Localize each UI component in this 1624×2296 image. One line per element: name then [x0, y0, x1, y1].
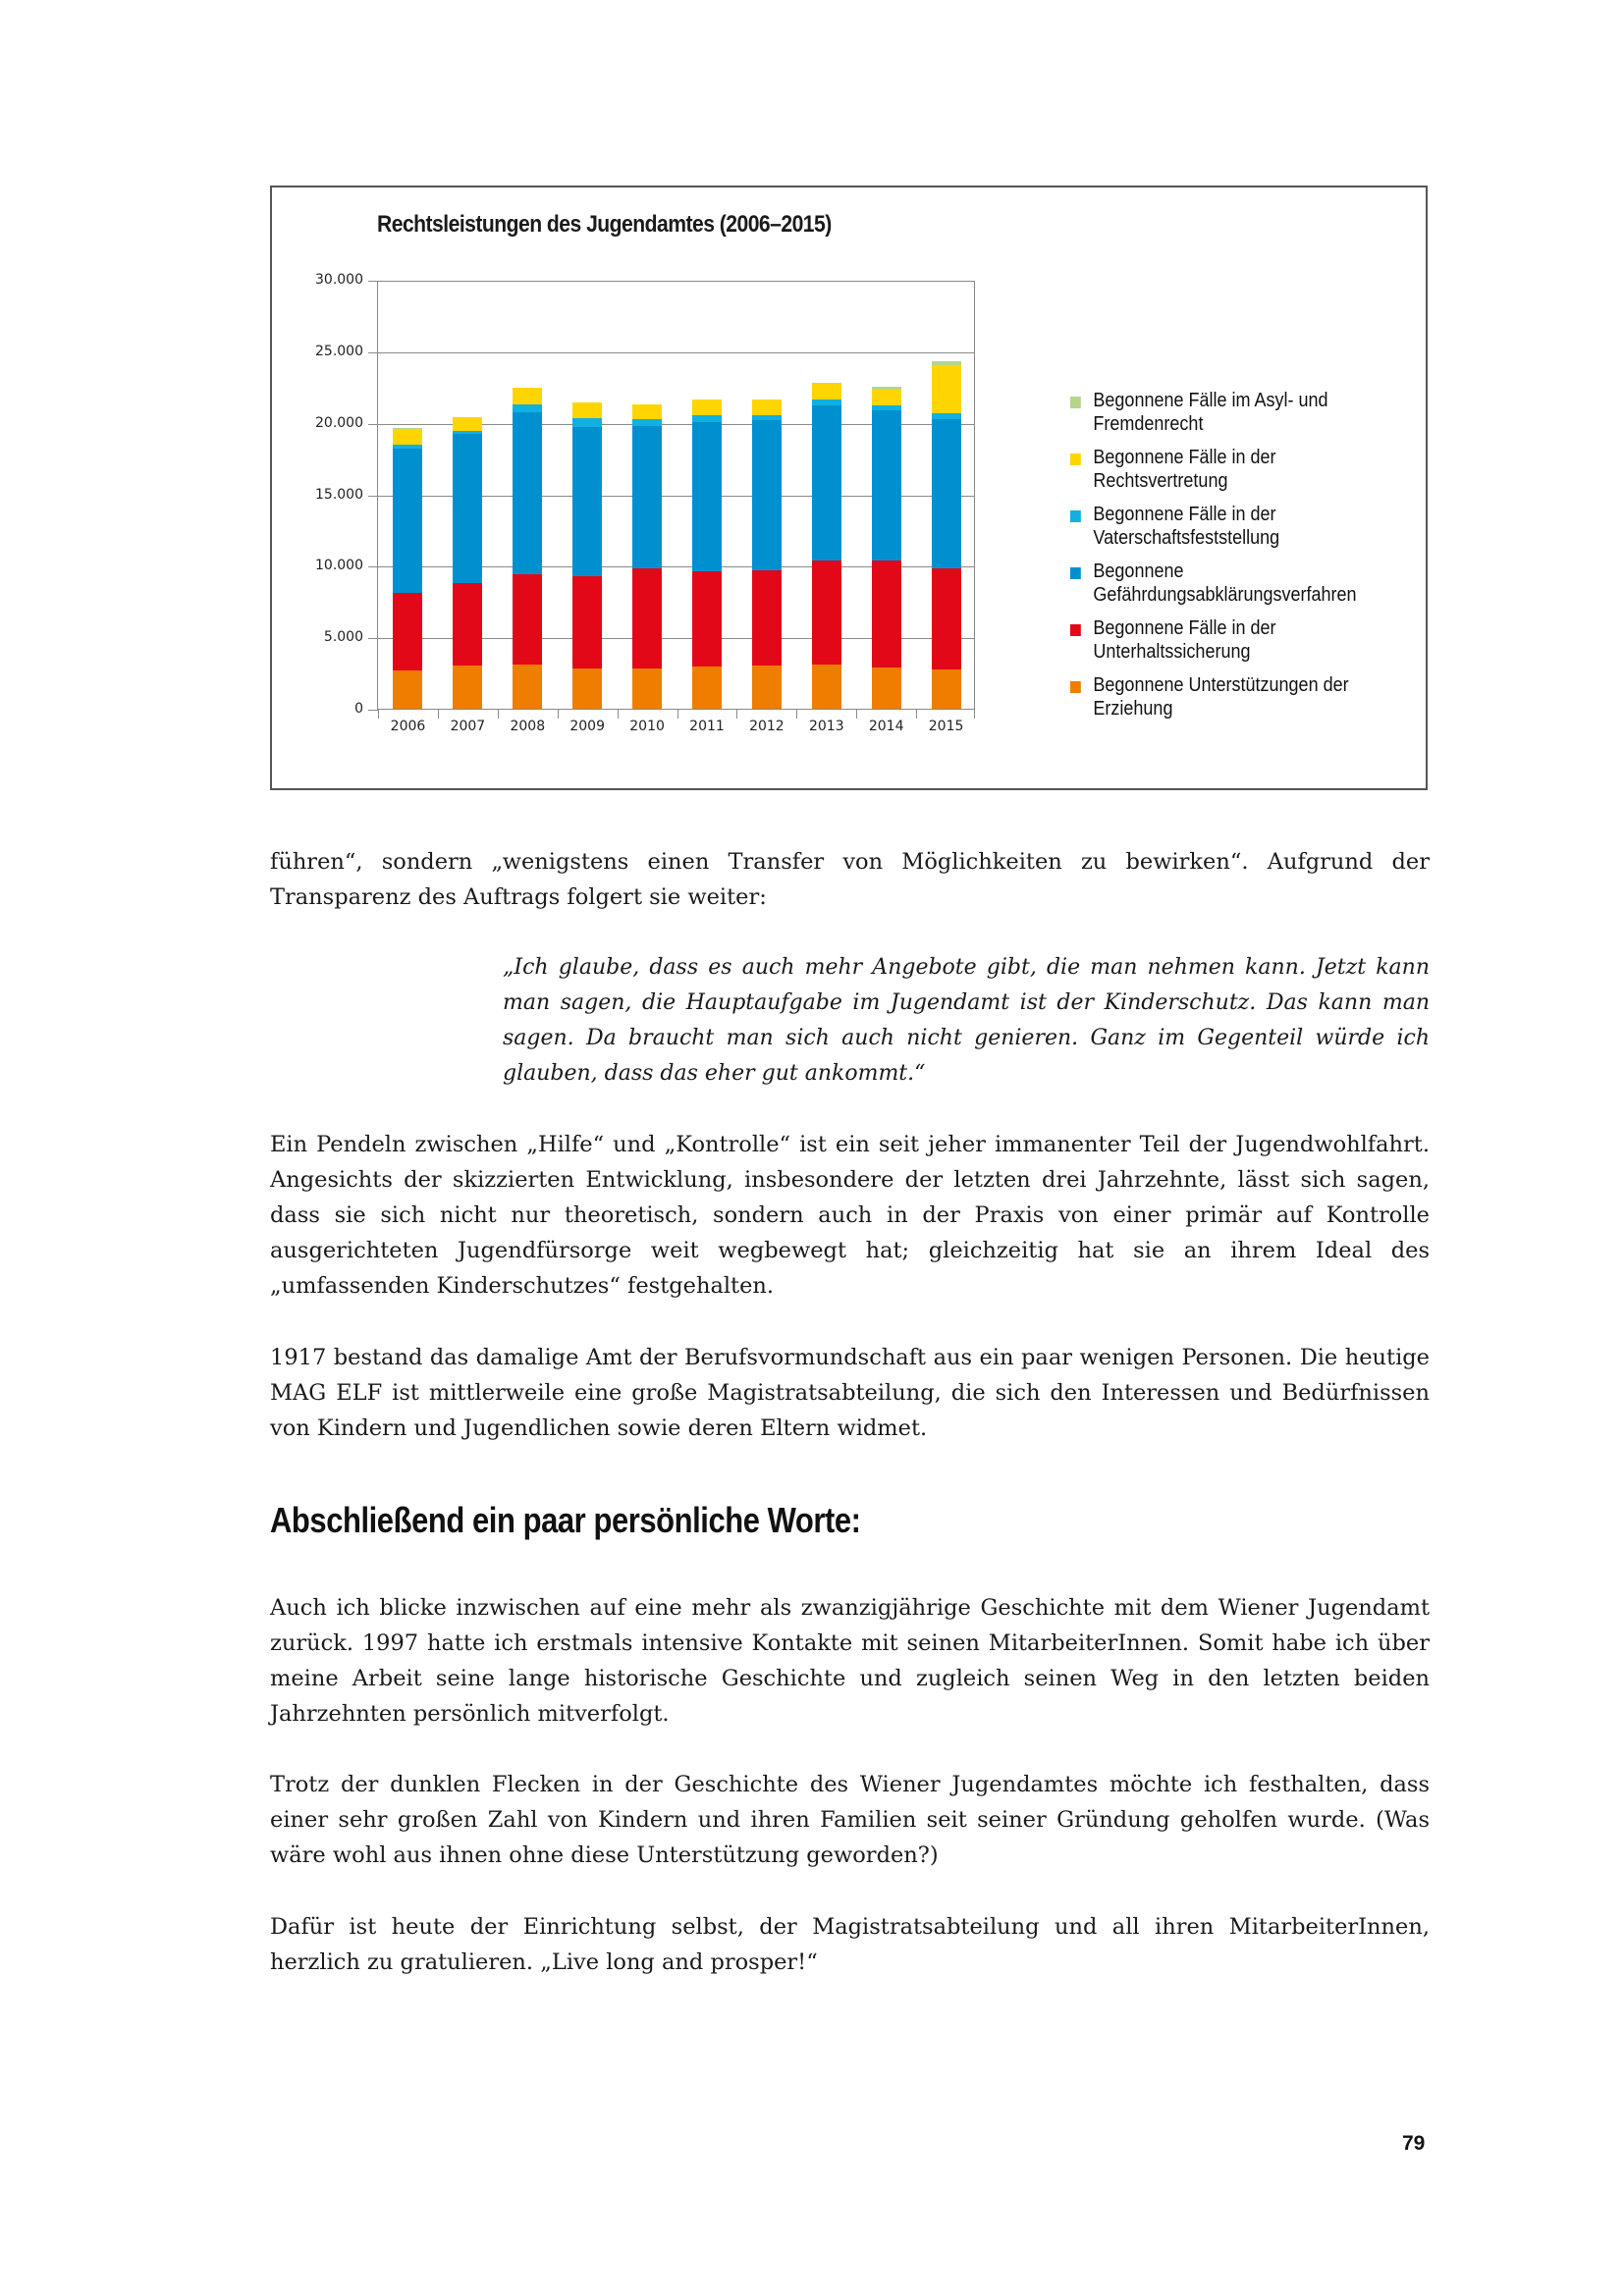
paragraph-text: führen“, sondern „wenigstens einen Transfer von Möglichkeiten zu bewirken“. Aufgrund der Transparenz des Auftrags folgert sie weiter:: [270, 849, 1430, 910]
legend-swatch-icon: [1070, 397, 1081, 408]
paragraph-text: Trotz der dunklen Flecken in der Geschichte des Wiener Jugendamtes möchte ich festhalten, dass einer sehr großen Zahl von Kindern und ihren Familien seit seiner Gründung geholfen wurde. (Was wäre wohl aus ihnen ohne diese Unterstützung geworden?): [270, 1772, 1430, 1868]
legend-label: Erziehung: [1093, 698, 1173, 720]
legend-label: Begonnene Fälle in der: [1093, 617, 1276, 639]
bar-segment: [393, 670, 422, 709]
legend-label: Begonnene Unterstützungen der: [1093, 674, 1349, 696]
legend-label: Gefährdungsabklärungsverfahren: [1093, 584, 1357, 606]
bar-segment: [932, 669, 961, 709]
bar-segment: [812, 405, 841, 560]
bar-segment: [513, 388, 542, 404]
bar-2006: [393, 428, 422, 709]
paragraph-gratulation: [270, 1909, 1430, 1980]
paragraph-1917: [270, 1340, 1430, 1446]
bar-2012: [752, 400, 782, 709]
legend-swatch-icon: [1070, 681, 1081, 693]
bar-segment: [393, 429, 422, 446]
bar-segment: [872, 405, 901, 410]
legend-swatch-icon: [1070, 454, 1081, 465]
section-heading: Abschließend ein paar persönliche Worte:: [270, 1500, 861, 1540]
paragraph-text: Dafür ist heute der Einrichtung selbst, der Magistratsabteilung und all ihren MitarbeiterInnen, herzlich zu gratulieren. „Live long and prosper!“: [270, 1914, 1430, 1975]
bar-segment: [872, 387, 901, 390]
y-tick-label: 20.000: [315, 414, 363, 431]
bar-segment: [632, 419, 662, 426]
x-tick: [498, 709, 499, 719]
y-tick: [368, 352, 378, 353]
bar-2009: [572, 402, 602, 709]
bar-segment: [453, 417, 482, 432]
y-tick: [368, 566, 378, 567]
bar-segment: [812, 561, 841, 665]
bar-2011: [692, 400, 722, 709]
x-tick-label: 2011: [689, 719, 725, 734]
page-number: 79: [1402, 2132, 1426, 2155]
x-tick-label: 2012: [749, 719, 785, 734]
x-tick-label: 2013: [808, 719, 844, 734]
bar-segment: [393, 445, 422, 449]
bar-segment: [812, 665, 841, 709]
bar-segment: [632, 404, 662, 419]
y-tick: [368, 424, 378, 425]
bar-segment: [453, 583, 482, 666]
legend-item: [1070, 389, 1393, 436]
legend-item: [1070, 503, 1393, 550]
y-tick-label: 15.000: [315, 486, 363, 503]
bar-segment: [572, 668, 602, 709]
bar-segment: [453, 666, 482, 709]
bar-segment: [572, 427, 602, 575]
bar-segment: [932, 413, 961, 419]
x-tick-label: 2006: [390, 719, 426, 734]
bar-segment: [572, 402, 602, 418]
paragraph-personal: [270, 1590, 1430, 1732]
x-tick: [796, 709, 797, 719]
legend-item: [1070, 616, 1393, 664]
bar-segment: [692, 415, 722, 422]
bar-segment: [513, 574, 542, 665]
y-tick-label: 25.000: [315, 343, 363, 359]
bar-2014: [872, 387, 901, 709]
legend-item: [1070, 560, 1393, 607]
bar-segment: [632, 426, 662, 568]
bar-2010: [632, 404, 662, 709]
paragraph-pendeln: [270, 1127, 1430, 1304]
bar-segment: [453, 431, 482, 434]
x-tick: [438, 709, 439, 719]
bar-segment: [513, 665, 542, 709]
x-tick: [974, 709, 975, 719]
bar-segment: [692, 400, 722, 416]
bar-segment: [752, 400, 782, 415]
legend-item: [1070, 673, 1393, 721]
x-tick-label: 2008: [510, 719, 546, 734]
paragraph-text: Auch ich blicke inzwischen auf eine mehr als zwanzigjährige Geschichte mit dem Wiener Jugendamt zurück. 1997 hatte ich erstmals intensive Kontakte mit seinen MitarbeiterInnen. Somit habe ich über meine Arbeit seine lange historische Geschichte und zugleich seinen Weg in den letzten beiden Jahrzehnten persönlich mitverfolgt.: [270, 1595, 1430, 1727]
bar-segment: [872, 410, 901, 560]
legend-label: Begonnene Fälle in der: [1093, 447, 1276, 468]
bar-segment: [513, 404, 542, 413]
chart-title: Rechtsleistungen des Jugendamtes (2006–2015): [377, 211, 832, 238]
legend-swatch-icon: [1070, 510, 1081, 522]
bar-segment: [872, 561, 901, 667]
bar-segment: [632, 568, 662, 669]
bar-segment: [932, 361, 961, 365]
block-quote: [503, 950, 1430, 1092]
bar-segment: [572, 418, 602, 427]
bar-segment: [393, 428, 422, 429]
paragraph-text: 1917 bestand das damalige Amt der Berufsvormundschaft aus ein paar wenigen Personen. Die heutige MAG ELF ist mittlerweile eine große Magistratsabteilung, die sich den Interessen und Bedürfnissen von Kindern und Jugendlichen sowie deren Eltern widmet.: [270, 1345, 1430, 1441]
paragraph-flecken: [270, 1767, 1430, 1873]
y-tick-label: 30.000: [315, 272, 363, 288]
bar-2015: [932, 361, 961, 709]
quote-text: „Ich glaube, dass es auch mehr Angebote gibt, die man nehmen kann. Jetzt kann man sagen, die Hauptaufgabe im Jugendamt ist der Kinderschutz. Das kann man sagen. Da braucht man sich auch nicht genieren. Ganz im Gegenteil würde ich glauben, dass das eher gut ankommt.“: [503, 955, 1430, 1086]
bar-segment: [812, 400, 841, 405]
bar-segment: [453, 434, 482, 582]
paragraph-intro: [270, 844, 1430, 915]
x-tick: [558, 709, 559, 719]
x-tick-label: 2009: [569, 719, 605, 734]
y-tick-label: 0: [354, 701, 363, 717]
bar-segment: [393, 449, 422, 593]
bar-segment: [692, 667, 722, 709]
x-tick: [378, 709, 379, 719]
legend-label: Begonnene: [1093, 561, 1184, 582]
bar-segment: [932, 365, 961, 414]
bar-segment: [692, 422, 722, 571]
bar-segment: [932, 419, 961, 568]
y-tick: [368, 638, 378, 639]
bar-segment: [513, 412, 542, 574]
bar-segment: [812, 383, 841, 384]
bar-2007: [453, 417, 482, 709]
legend-swatch-icon: [1070, 624, 1081, 636]
y-tick-label: 10.000: [315, 558, 363, 574]
bar-segment: [632, 668, 662, 709]
x-tick: [618, 709, 619, 719]
paragraph-text: Ein Pendeln zwischen „Hilfe“ und „Kontrolle“ ist ein seit jeher immanenter Teil der Jugendwohlfahrt. Angesichts der skizzierten Entwicklung, insbesondere der letzten drei Jahrzehnte, lässt sich sagen, dass sie sich nicht nur theoretisch, sondern auch in der Praxis von einer primär auf Kontrolle ausgerichteten Jugendfürsorge weit wegbewegt hat; gleichzeitig hat sie an ihrem Ideal des „umfassenden Kinderschutzes“ festgehalten.: [270, 1132, 1430, 1299]
chart-plot-area: [377, 281, 975, 734]
bar-segment: [752, 666, 782, 709]
bar-segment: [572, 576, 602, 669]
chart-legend: [1070, 389, 1430, 730]
y-tick-label: 5.000: [323, 629, 363, 646]
legend-swatch-icon: [1070, 567, 1081, 579]
bar-segment: [872, 667, 901, 709]
bar-segment: [752, 415, 782, 420]
y-tick: [368, 496, 378, 497]
bar-segment: [752, 420, 782, 571]
bar-segment: [393, 593, 422, 670]
legend-label: Vaterschaftsfeststellung: [1093, 527, 1280, 549]
legend-item: [1070, 446, 1393, 493]
legend-label: Rechtsvertretung: [1093, 470, 1228, 492]
x-tick: [677, 709, 678, 719]
bar-segment: [692, 571, 722, 667]
y-tick: [368, 281, 378, 282]
x-tick-label: 2015: [928, 719, 964, 734]
bar-2008: [513, 388, 542, 709]
legend-label: Begonnene Fälle in der: [1093, 504, 1276, 525]
gridline: [378, 352, 974, 353]
x-tick: [916, 709, 917, 719]
bar-2013: [812, 383, 841, 709]
x-tick: [736, 709, 737, 719]
bar-segment: [812, 384, 841, 400]
legend-label: Begonnene Fälle im Asyl- und: [1093, 390, 1328, 411]
y-tick: [368, 710, 378, 711]
legend-label: Fremdenrecht: [1093, 413, 1204, 435]
x-tick: [856, 709, 857, 719]
legend-label: Unterhaltssicherung: [1093, 641, 1251, 663]
x-tick-label: 2007: [450, 719, 486, 734]
bar-segment: [752, 570, 782, 666]
x-tick-label: 2014: [868, 719, 904, 734]
bar-segment: [872, 390, 901, 405]
bar-segment: [932, 568, 961, 669]
x-tick-label: 2010: [629, 719, 665, 734]
